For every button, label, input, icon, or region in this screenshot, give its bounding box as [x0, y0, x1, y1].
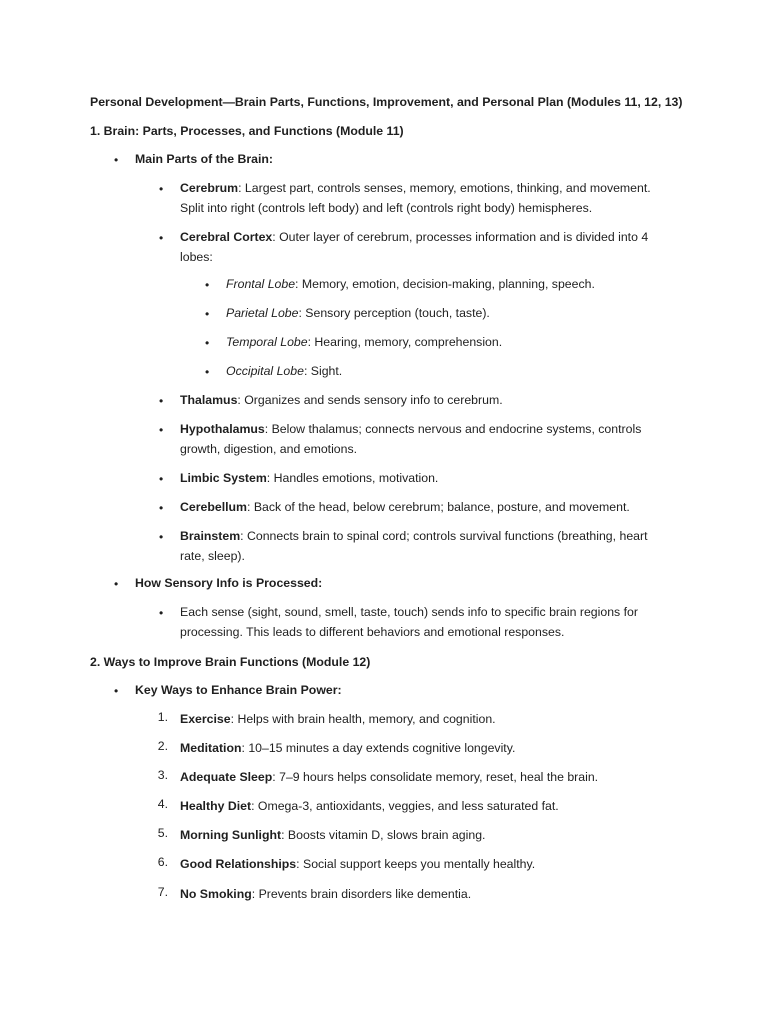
bullet: • — [114, 684, 119, 698]
list-item-cerebral-cortex: Cerebral Cortex: Outer layer of cerebrum, processes information and is divided into 4 lobes: — [180, 230, 649, 264]
list-item-thalamus: Thalamus: Organizes and sends sensory info to cerebrum. — [180, 393, 503, 407]
section-2-heading: 2. Ways to Improve Brain Functions (Module 12) — [90, 655, 371, 669]
list-item-morning-sunlight: Morning Sunlight: Boosts vitamin D, slows brain aging. — [180, 828, 486, 842]
bullet: • — [205, 307, 210, 321]
list-number: 5. — [157, 826, 168, 840]
bullet: • — [159, 182, 164, 196]
list-item-meditation: Meditation: 10–15 minutes a day extends cognitive longevity. — [180, 741, 516, 755]
bullet: • — [159, 530, 164, 544]
list-number: 6. — [157, 855, 168, 869]
bullet: • — [159, 606, 164, 620]
list-item-good-relationships: Good Relationships: Social support keeps you mentally healthy. — [180, 857, 536, 871]
bullet: • — [114, 577, 119, 591]
bullet: • — [205, 278, 210, 292]
list-item-parietal-lobe: Parietal Lobe: Sensory perception (touch, taste). — [226, 306, 490, 320]
bullet: • — [159, 501, 164, 515]
bullet: • — [159, 472, 164, 486]
sensory-label: How Sensory Info is Processed: — [135, 576, 323, 590]
key-ways-label: Key Ways to Enhance Brain Power: — [135, 683, 342, 697]
list-item-adequate-sleep: Adequate Sleep: 7–9 hours helps consolidate memory, reset, heal the brain. — [180, 770, 599, 784]
bullet: • — [114, 153, 119, 167]
list-item-cerebellum: Cerebellum: Back of the head, below cerebrum; balance, posture, and movement. — [180, 500, 630, 514]
list-number: 1. — [157, 710, 168, 724]
section-1-heading: 1. Brain: Parts, Processes, and Functions (Module 11) — [90, 124, 404, 138]
document-title: Personal Development—Brain Parts, Functions, Improvement, and Personal Plan (Modules 11, 12, 13) — [90, 95, 683, 109]
list-item-cerebrum: Cerebrum: Largest part, controls senses, memory, emotions, thinking, and movement. Split into right (controls left body) and left (controls right body) hemispheres. — [180, 181, 651, 215]
bullet: • — [159, 231, 164, 245]
list-number: 3. — [157, 768, 168, 782]
bullet: • — [205, 336, 210, 350]
list-item-brainstem: Brainstem: Connects brain to spinal cord; controls survival functions (breathing, heart rate, sleep). — [180, 529, 648, 563]
bullet: • — [159, 423, 164, 437]
sensory-text: Each sense (sight, sound, smell, taste, touch) sends info to specific brain regions for processing. This leads to different behaviors and emotional responses. — [180, 605, 638, 639]
list-item-no-smoking: No Smoking: Prevents brain disorders like dementia. — [180, 887, 472, 901]
list-item-healthy-diet: Healthy Diet: Omega-3, antioxidants, veggies, and less saturated fat. — [180, 799, 559, 813]
bullet: • — [159, 394, 164, 408]
list-number: 7. — [157, 885, 168, 899]
bullet: • — [205, 365, 210, 379]
list-item-temporal-lobe: Temporal Lobe: Hearing, memory, comprehension. — [226, 335, 503, 349]
list-item-exercise: Exercise: Helps with brain health, memory, and cognition. — [180, 712, 496, 726]
list-number: 4. — [157, 797, 168, 811]
list-item-occipital-lobe: Occipital Lobe: Sight. — [226, 364, 343, 378]
list-item-frontal-lobe: Frontal Lobe: Memory, emotion, decision-making, planning, speech. — [226, 277, 595, 291]
main-parts-label: Main Parts of the Brain: — [135, 152, 274, 166]
list-item-limbic-system: Limbic System: Handles emotions, motivation. — [180, 471, 439, 485]
list-number: 2. — [157, 739, 168, 753]
list-item-hypothalamus: Hypothalamus: Below thalamus; connects nervous and endocrine systems, controls growth, digestion, and emotions. — [180, 422, 642, 456]
